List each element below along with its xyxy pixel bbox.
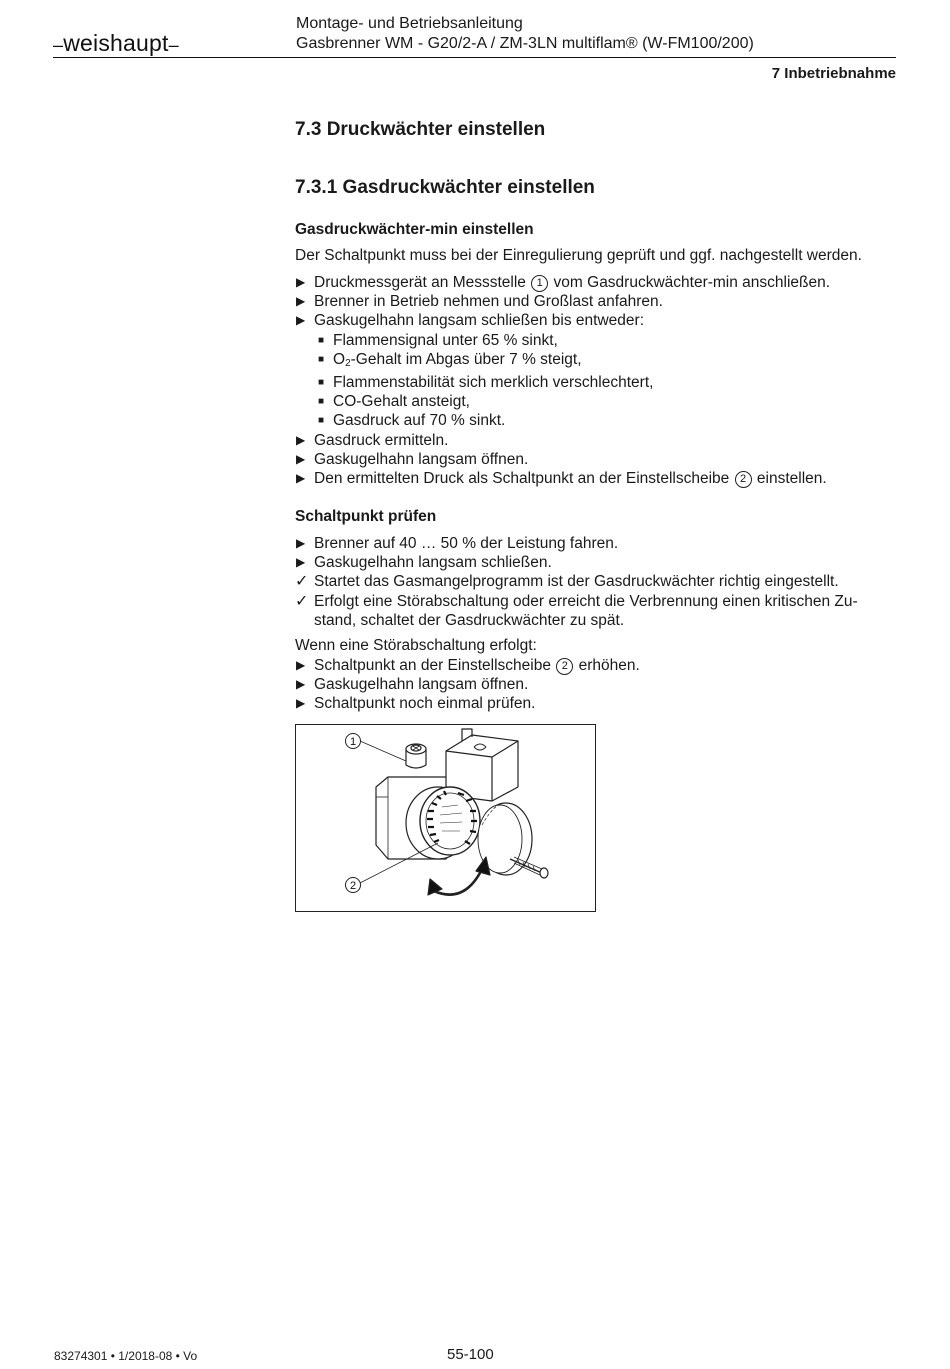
brand-logo	[53, 30, 179, 57]
pressure-switch-figure	[295, 724, 596, 912]
list-item: ▶ Schaltpunkt an der Einstellscheibe 2 erhöhen.	[296, 657, 640, 674]
document-number: 83274301 • 1/2018-08 • Vo	[54, 1349, 198, 1363]
square-bullet-icon: ■	[318, 377, 325, 389]
result-item: ✓ Erfolgt eine Störabschaltung oder erreicht die Verbrennung einen kritischen Zu- stand, schaltet der Gasdruckwächter zu spät.	[295, 592, 858, 629]
callout-label-2: 2	[349, 880, 357, 892]
square-bullet-icon: ■	[318, 415, 325, 427]
triangle-right-icon: ▶	[296, 313, 306, 328]
logo-dash-left: –	[53, 35, 64, 55]
subsection-heading: 7.3.1 Gasdruckwächter einstellen	[295, 177, 595, 198]
check-steps	[295, 534, 858, 630]
list-item: ▶ Druckmessgerät an Messstelle 1 vom Gasdruckwächter-min anschließen.	[296, 274, 831, 291]
triangle-right-icon: ▶	[296, 432, 306, 447]
min-adjust-heading: Gasdruckwächter-min einstellen	[295, 221, 534, 238]
list-item: ▶ Gaskugelhahn langsam schließen bis entweder:	[296, 312, 644, 330]
callout-ref-2: 2	[556, 658, 573, 675]
brand-name: weishaupt	[63, 30, 169, 56]
list-item: ▶ Schaltpunkt noch einmal prüfen.	[296, 695, 536, 713]
triangle-right-icon: ▶	[296, 555, 306, 570]
pressure-switch-illustration	[296, 725, 595, 911]
square-bullet-icon: ■	[318, 396, 325, 408]
document-type: Montage- und Betriebsanleitung	[296, 15, 523, 32]
list-item: ▶ Brenner in Betrieb nehmen und Großlast anfahren.	[296, 293, 663, 311]
condition-item: ■ O2-Gehalt im Abgas über 7 % steigt,	[318, 350, 582, 369]
list-item: ▶ Gaskugelhahn langsam öffnen.	[296, 450, 529, 468]
fix-steps	[295, 656, 640, 714]
callout-ref-2: 2	[735, 471, 752, 488]
list-item: ▶ Gaskugelhahn langsam schließen.	[296, 554, 552, 572]
document-model: Gasbrenner WM - G20/2-A / ZM-3LN multiflam® (W-FM100/200)	[296, 35, 754, 52]
triangle-right-icon: ▶	[296, 451, 306, 466]
result-item: ✓ Startet das Gasmangelprogramm ist der Gasdruckwächter richtig eingestellt.	[295, 573, 839, 591]
condition-item: ■ Gasdruck auf 70 % sinkt.	[318, 412, 506, 430]
condition-item: ■ CO-Gehalt ansteigt,	[318, 393, 470, 411]
triangle-right-icon: ▶	[296, 696, 306, 711]
fault-condition: Wenn eine Störabschaltung erfolgt:	[295, 637, 537, 654]
check-icon: ✓	[295, 592, 309, 610]
triangle-right-icon: ▶	[296, 471, 306, 486]
list-item: ▶ Brenner auf 40 … 50 % der Leistung fahren.	[296, 535, 619, 552]
triangle-right-icon: ▶	[296, 677, 306, 692]
header-divider	[53, 57, 896, 58]
list-item: ▶ Gaskugelhahn langsam öffnen.	[296, 676, 529, 694]
logo-dash-right: –	[168, 35, 179, 55]
check-icon: ✓	[295, 573, 309, 591]
callout-ref-1: 1	[531, 275, 548, 292]
square-bullet-icon: ■	[318, 334, 325, 346]
min-adjust-steps	[295, 273, 830, 488]
triangle-right-icon: ▶	[296, 658, 306, 672]
check-heading: Schaltpunkt prüfen	[295, 508, 437, 525]
condition-item: ■ Flammensignal unter 65 % sinkt,	[318, 331, 558, 349]
condition-item: ■ Flammenstabilität sich merklich verschlechtert,	[318, 374, 654, 392]
chapter-title: 7 Inbetriebnahme	[771, 65, 896, 82]
callout-label-1: 1	[349, 736, 357, 748]
triangle-right-icon: ▶	[296, 294, 306, 309]
triangle-right-icon: ▶	[296, 275, 306, 289]
square-bullet-icon: ■	[318, 353, 325, 365]
page-number: 55-100	[447, 1346, 494, 1363]
min-adjust-intro: Der Schaltpunkt muss bei der Einregulierung geprüft und ggf. nachgestellt werden.	[295, 247, 862, 264]
triangle-right-icon: ▶	[296, 536, 306, 550]
section-heading: 7.3 Druckwächter einstellen	[295, 119, 546, 140]
list-item: ▶ Gasdruck ermitteln.	[296, 431, 449, 449]
list-item: ▶ Den ermittelten Druck als Schaltpunkt an der Einstellscheibe 2 einstellen.	[296, 470, 827, 488]
